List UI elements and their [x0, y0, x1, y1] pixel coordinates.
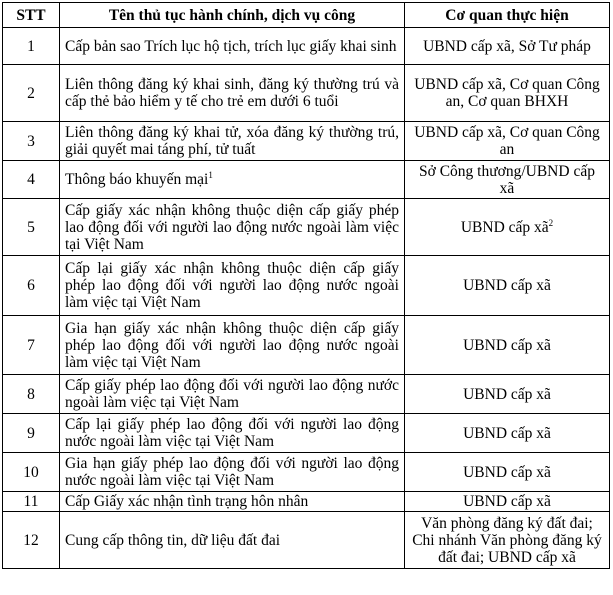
agency-name: UBND cấp xã: [463, 493, 551, 510]
agency-cell: [405, 65, 610, 122]
procedure-name: Cung cấp thông tin, dữ liệu đất đai: [65, 531, 281, 549]
procedure-name-cell: [60, 199, 405, 256]
agency-name: Văn phòng đăng ký đất đai; Chi nhánh Văn phòng đăng ký đất đai; UBND cấp xã: [412, 514, 602, 566]
procedure-name: Cấp Giấy xác nhận tình trạng hôn nhân: [65, 493, 309, 510]
agency-name: UBND cấp xã: [463, 424, 551, 442]
row-number: 6: [3, 256, 60, 316]
table-row: [3, 28, 610, 65]
agency-cell: [405, 28, 610, 65]
procedure-name: Thông báo khuyến mại: [65, 171, 209, 188]
row-number: 4: [3, 161, 60, 199]
procedure-name-cell: [60, 453, 405, 492]
table-row: [3, 199, 610, 256]
row-number: 10: [3, 453, 60, 492]
agency-cell: [405, 375, 610, 414]
table-body: [3, 28, 610, 569]
agency-cell: [405, 199, 610, 256]
procedure-name-cell: [60, 414, 405, 453]
agency-name: UBND cấp xã, Cơ quan Công an, Cơ quan BHXH: [414, 76, 600, 110]
agency-cell: [405, 414, 610, 453]
table-row: [3, 414, 610, 453]
procedure-name-cell: [60, 28, 405, 65]
procedure-name: Cấp giấy xác nhận không thuộc diện cấp giấy phép lao động đối với người lao động nước ngoài làm việc tại Việt Nam: [65, 201, 399, 253]
table-row: [3, 161, 610, 199]
procedure-name-cell: [60, 512, 405, 569]
procedure-name-cell: [60, 161, 405, 199]
table-row: [3, 512, 610, 569]
document-page: [2, 2, 610, 569]
procedure-name: Cấp giấy phép lao động đối với người lao động nước ngoài làm việc tại Việt Nam: [65, 377, 399, 411]
procedure-name: Cấp lại giấy phép lao động đối với người lao động nước ngoài làm việc tại Việt Nam: [65, 416, 399, 450]
procedure-name-cell: [60, 316, 405, 375]
row-number: 12: [3, 512, 60, 569]
footnote-marker: 2: [548, 217, 554, 228]
procedure-name-cell: [60, 256, 405, 316]
table-row: [3, 316, 610, 375]
procedures-table: [2, 2, 610, 569]
procedure-name-cell: [60, 65, 405, 122]
procedure-name: Cấp bản sao Trích lục hộ tịch, trích lục giấy khai sinh: [65, 37, 397, 55]
row-number: 11: [3, 492, 60, 512]
header-stt: STT: [3, 3, 60, 28]
table-row: [3, 375, 610, 414]
procedure-name: Gia hạn giấy xác nhận không thuộc diện cấp giấy phép lao động đối với người lao động nước ngoài làm việc tại Việt Nam: [65, 319, 399, 371]
row-number: 8: [3, 375, 60, 414]
footnote-marker: 1: [208, 169, 213, 180]
agency-name: UBND cấp xã: [463, 385, 551, 403]
table-header-row: [3, 3, 610, 28]
agency-name: UBND cấp xã: [463, 336, 551, 354]
agency-name: UBND cấp xã: [460, 218, 549, 236]
procedure-name: Liên thông đăng ký khai tử, xóa đăng ký thường trú, giải quyết mai táng phí, tử tuất: [65, 124, 399, 158]
row-number: 5: [3, 199, 60, 256]
row-number: 2: [3, 65, 60, 122]
procedure-name: Cấp lại giấy xác nhận không thuộc diện cấp giấy phép lao động đối với người lao động nước ngoài làm việc tại Việt Nam: [65, 260, 399, 311]
procedure-name-cell: [60, 122, 405, 161]
agency-cell: [405, 256, 610, 316]
table-row: [3, 65, 610, 122]
row-number: 9: [3, 414, 60, 453]
table-row: [3, 453, 610, 492]
agency-name: UBND cấp xã: [463, 277, 551, 294]
agency-name: UBND cấp xã: [463, 463, 551, 481]
procedure-name-cell: [60, 492, 405, 512]
agency-cell: [405, 453, 610, 492]
agency-cell: [405, 512, 610, 569]
row-number: 3: [3, 122, 60, 161]
agency-name: UBND cấp xã, Cơ quan Công an: [414, 124, 600, 158]
row-number: 1: [3, 28, 60, 65]
agency-cell: [405, 161, 610, 199]
table-row: [3, 492, 610, 512]
table-row: [3, 122, 610, 161]
header-agency: Cơ quan thực hiện: [405, 3, 610, 28]
agency-name: UBND cấp xã, Sở Tư pháp: [423, 37, 591, 55]
row-number: 7: [3, 316, 60, 375]
agency-name: Sở Công thương/UBND cấp xã: [419, 162, 595, 197]
procedure-name: Liên thông đăng ký khai sinh, đăng ký thường trú và cấp thẻ bảo hiểm y tế cho trẻ em dưới 6 tuổi: [65, 76, 399, 110]
table-row: [3, 256, 610, 316]
procedure-name-cell: [60, 375, 405, 414]
header-procedure-name: Tên thủ tục hành chính, dịch vụ công: [60, 3, 405, 28]
agency-cell: [405, 316, 610, 375]
agency-cell: [405, 122, 610, 161]
procedure-name: Gia hạn giấy phép lao động đối với người lao động nước ngoài làm việc tại Việt Nam: [65, 455, 399, 489]
agency-cell: [405, 492, 610, 512]
